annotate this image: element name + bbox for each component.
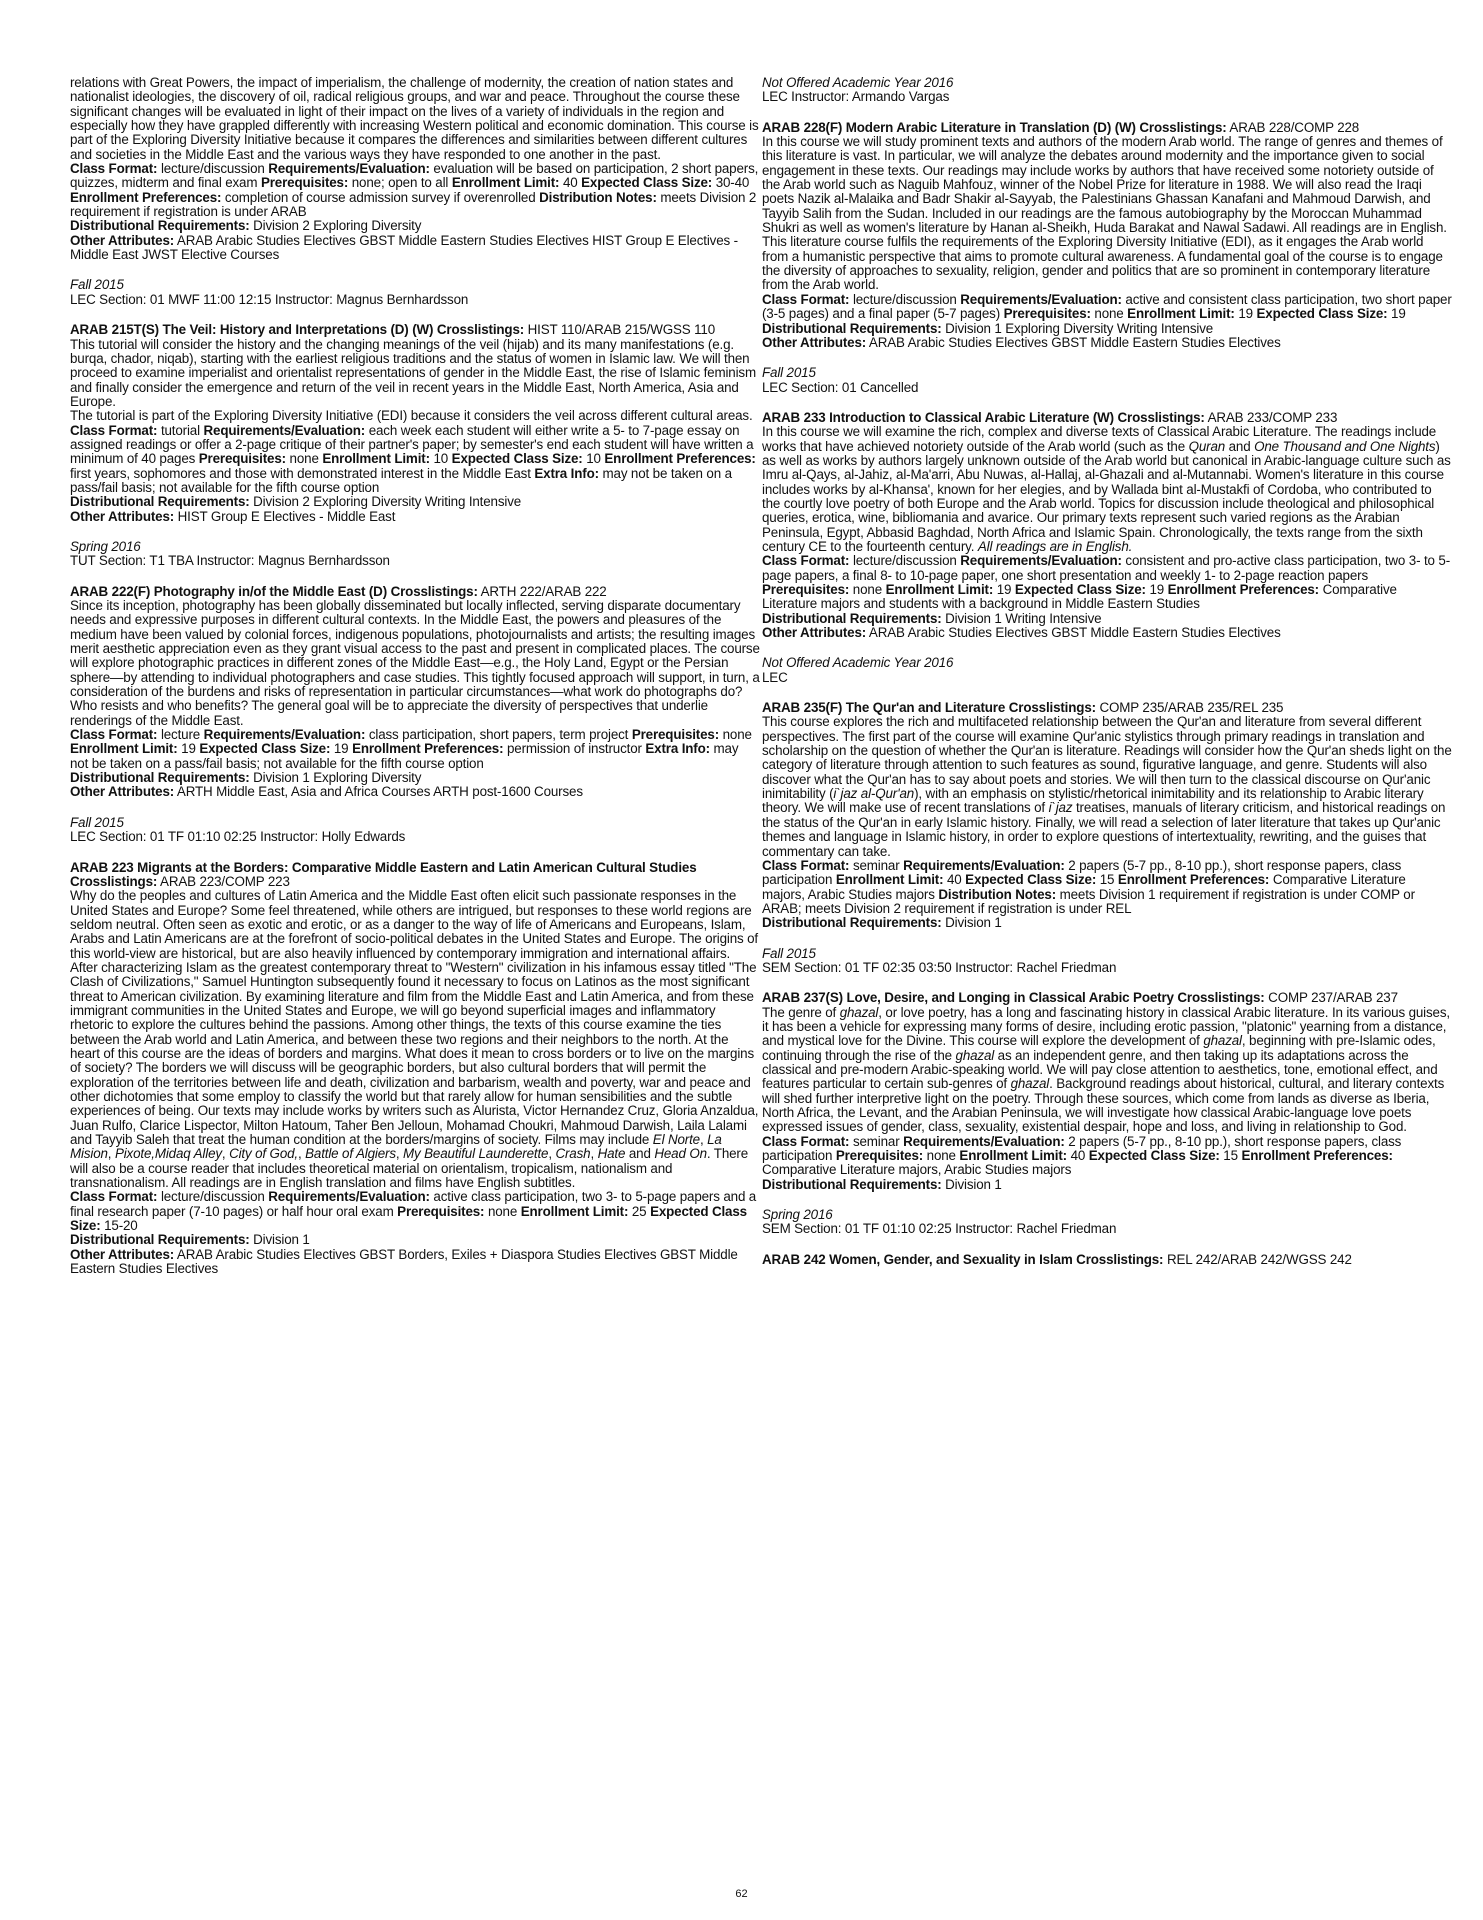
- course-entry-arab-233: [762, 411, 1452, 685]
- course-title: ARAB 233 Introduction to Classical Arabic Literature (W) Crosslistings:: [762, 409, 1205, 425]
- description-part: , or love poetry, has a long and fascinating history in classical Arabic literature. In its various guises, it has been a vehicle for expressing many forms of desire, including erotic passion, "platonic" yearning from a distance, and mystical love for the Divine. This course will explore the development of: [762, 1004, 1450, 1049]
- label-class-format: Class Format:: [70, 727, 158, 743]
- course-details: [70, 728, 760, 771]
- label-class-format: Class Format:: [70, 161, 158, 177]
- label-enrollment-limit: Enrollment Limit:: [451, 175, 560, 191]
- label-requirements: Requirements/Evaluation:: [960, 291, 1122, 307]
- other-attr: ARTH Middle East, Asia and Africa Courses ARTH post-1600 Courses: [176, 784, 583, 800]
- course-description: [762, 1006, 1452, 1135]
- distribution-requirements: [70, 495, 760, 509]
- label-requirements: Requirements/Evaluation:: [268, 1189, 430, 1205]
- label-requirements: Requirements/Evaluation:: [268, 161, 430, 177]
- other-attr: HIST Group E Electives - Middle East: [177, 508, 396, 524]
- course-entry-arab-215: [70, 323, 760, 569]
- label-enrollment-prefs: Enrollment Preferences:: [604, 451, 756, 467]
- course-heading: [762, 411, 1452, 425]
- label-dist-req: Distributional Requirements:: [762, 915, 942, 931]
- label-enrollment-prefs: Enrollment Preferences:: [1167, 582, 1319, 597]
- other-attr: ARAB Arabic Studies Electives GBST Middle Eastern Studies Electives: [868, 625, 1281, 641]
- film-title: Battle of Algiers: [305, 1146, 396, 1162]
- label-enrollment-prefs: Enrollment Preferences:: [1241, 1148, 1393, 1164]
- other-attr: ARAB Arabic Studies Electives GBST Middle Eastern Studies Electives HIST Group E Electives - Middle East JWST Elective Courses: [70, 232, 738, 263]
- term: Fall 2015: [70, 814, 124, 830]
- label-distribution-notes: Distribution Notes:: [539, 189, 657, 205]
- expected-size: 19: [1391, 306, 1406, 322]
- course-description: relations with Great Powers, the impact of imperialism, the challenge of modernity, the creation of nation states and nationalist ideologies, the discovery of oil, radical religious groups, and war and peace. Throughout the course these significant changes will be evaluated in light of their impact on the lives of a variety of individuals in the region and especially how they have grappled differently with increasing Western political and economic domination. This course is part of the Exploring Diversity Initiative because it compares the differences and similarities between different cultures and societies in the Middle East and the various ways they have responded to one another in the past.: [70, 75, 759, 162]
- enrollment-prefs: first years, sophomores and those with demonstrated interest in the Middle East: [70, 465, 531, 481]
- label-enrollment-limit: Enrollment Limit:: [1127, 306, 1235, 322]
- label-expected-size: Expected Class Size:: [70, 1203, 747, 1234]
- course-title: ARAB 222(F) Photography in/of the Middle East (D) Crosslistings:: [70, 583, 478, 599]
- label-requirements: Requirements/Evaluation:: [203, 727, 366, 743]
- term-italic: i`jaz: [1048, 800, 1073, 816]
- prerequisites: none: [926, 1148, 956, 1164]
- course-details: [70, 1190, 760, 1233]
- separator: ,: [107, 1146, 115, 1162]
- crosslistings: REL 242/ARAB 242/WGSS 242: [1166, 1251, 1352, 1267]
- label-expected-size: Expected Class Size:: [1014, 582, 1146, 597]
- course-heading: [70, 861, 760, 890]
- requirements: 2 papers (5-7 pp., 8-10 pp.), short response papers, class participation: [762, 857, 1402, 888]
- term-italic: ghazal: [839, 1004, 879, 1020]
- term: Not Offered Academic Year 2016: [762, 75, 954, 90]
- label-distribution-notes: Distribution Notes:: [938, 886, 1057, 902]
- other-attributes: [70, 510, 760, 524]
- course-title: ARAB 237(S) Love, Desire, and Longing in Classical Arabic Poetry Crosslistings:: [762, 990, 1265, 1006]
- class-format: lecture/discussion: [160, 1189, 265, 1205]
- label-extra-info: Extra Info:: [534, 465, 599, 481]
- prerequisites: none: [289, 451, 319, 467]
- prerequisites: none: [852, 582, 882, 597]
- description-part: treatises, manuals of literary criticism, and historical readings on the status of the Qur'an in early Islamic history. Finally, we will read a selection of later literature that takes up Qur'anic themes and language in Islamic history, in order to explore questions of intertextuality, rewriting, and the guises that commentary can take.: [762, 800, 1446, 859]
- label-enrollment-limit: Enrollment Limit:: [520, 1203, 629, 1219]
- separator: and: [625, 1146, 655, 1162]
- section-info: LEC Section: 01 MWF 11:00 12:15 Instructor: Magnus Bernhardsson: [70, 291, 469, 307]
- film-title: Head On: [654, 1146, 707, 1162]
- requirements: active class participation, two 3- to 5-page papers and a final research paper (7-10 pages) or half hour oral exam: [70, 1189, 757, 1219]
- label-other-attr: Other Attributes:: [70, 508, 175, 524]
- course-entry-arab-237: [762, 991, 1452, 1237]
- separator: and: [1225, 438, 1255, 454]
- crosslistings: COMP 235/ARAB 235/REL 235: [1099, 700, 1284, 716]
- requirements: each week each student will either write a 5- to 7-page essay on assigned readings or offer a 2-page critique of their partner's paper; by semester's end each student will have written a minimum of 40 pages: [70, 422, 754, 467]
- course-details: [70, 162, 760, 219]
- term: Spring 2016: [762, 1207, 833, 1223]
- course-entry-continued: [70, 76, 760, 307]
- expected-size: 19: [333, 741, 349, 757]
- course-title: ARAB 228(F) Modern Arabic Literature in Translation (D) (W) Crosslistings:: [762, 119, 1227, 135]
- course-heading: [70, 323, 760, 337]
- course-description: In this course we will study prominent texts and authors of the modern Arab world. The range of genres and themes of this literature is vast. In particular, we will analyze the debates around modernity and the importance given to social engagement in these texts. Our readings may include works by authors that have received some notoriety outside of the Arab world such as Naguib Mahfouz, winner of the Nobel Prize for literature in 1988. We will also read the Iraqi poets Nazik al-Malaika and Badr Shakir al-Sayyab, the Palestinians Ghassan Kanafani and Mahmoud Darwish, and Tayyib Salih from the Sudan. Included in our readings are the famous autobiography by the Moroccan Muhammad Shukri as well as women's literature by Hanan al-Sheikh, Huda Barakat and Nawal Sadawi. All readings are in English. This literature course fulfils the requirements of the Exploring Diversity Initiative (EDI), as it engages the Arab world from a humanistic perspective that aims to promote cultural awareness. A fundamental goal of the course is to engage the diversity of approaches to sexuality, religion, gender and politics that are so prominent in contemporary literature from the Arab world.: [762, 134, 1447, 293]
- class-format: lecture: [160, 727, 201, 743]
- section-info: LEC: [762, 669, 788, 685]
- label-dist-req: Distributional Requirements:: [70, 494, 250, 510]
- description-part: The genre of: [762, 1004, 840, 1020]
- label-prerequisites: Prerequisites:: [260, 175, 349, 191]
- film-title: City of God,: [229, 1146, 298, 1162]
- course-details: [762, 859, 1452, 916]
- section-info: SEM Section: 01 TF 02:35 03:50 Instructor: Rachel Friedman: [762, 959, 1117, 975]
- label-prerequisites: Prerequisites:: [631, 727, 720, 743]
- label-enrollment-limit: Enrollment Limit:: [885, 582, 994, 597]
- label-other-attr: Other Attributes:: [762, 625, 867, 641]
- label-prerequisites: Prerequisites:: [762, 582, 850, 597]
- course-entry-arab-222: [70, 585, 760, 845]
- requirements: 2 papers (5-7 pp., 8-10 pp.), short response papers, class participation: [762, 1133, 1402, 1164]
- dist-req: Division 1: [945, 1176, 1002, 1192]
- label-other-attr: Other Attributes:: [70, 1246, 175, 1262]
- separator: ,: [221, 1146, 230, 1162]
- dist-req: Division 2 Exploring Diversity Writing Intensive: [253, 494, 522, 510]
- prerequisites: none: [487, 1203, 518, 1219]
- term: Fall 2015: [762, 945, 816, 961]
- label-prerequisites: Prerequisites:: [835, 1148, 924, 1164]
- description-part: Why do the peoples and cultures of Latin America and the Middle East often elicit such passionate responses in the United States and Europe? Some feel threatened, while others are intrigued, but responses to these world regions are seldom neutral. Often seen as exotic and erotic, or as a danger to the way of life of Americans and Europeans, Islam, Arabs and Latin Americans are at the forefront of socio-political debates in the United States and Europe. The origins of this world-view are historical, but are also heavily influenced by contemporary immigration and international affairs. After characterizing Islam as the greatest contemporary threat to "Western" civilization in his infamous essay titled "The Clash of Civilizations," Samuel Huntington subsequently found it necessary to focus on Latinos as the most significant threat to American civilization. By examining literature and film from the Middle East and Latin America, and from these immigrant communities in the United States and Europe, we will go beyond superficial images and inflammatory rhetoric to explore the cultures behind the passions. Among other things, the texts of this course examine the ties between the Arab world and Latin America, and between these two regions and their neighbors to the north. At the heart of this course are the ideas of borders and margins. What does it mean to cross borders or to live on the margins of society? The borders we will discuss will be geographic borders, but also cultural borders that will permit the exploration of the territories between life and death, civilization and barbarism, wealth and poverty, war and peace and other dichotomies that some employ to classify the world but that rarely allow for human sensibilities and the subtle experiences of being. Our texts may include works by writers such as Alurista, Victor Hernandez Cruz, Gloria Anzaldua, Juan Rulfo, Clarice Lispector, Milton Hatoum, Taher Ben Jelloun, Mohamad Choukri, Mahmoud Darwish, Laila Lalami and Tayyib Saleh that treat the human condition at the borders/margins of society. Films may include: [70, 888, 759, 1148]
- enrollment-prefs: completion of course admission survey if overenrolled: [224, 189, 536, 205]
- label-class-format: Class Format:: [762, 1133, 850, 1149]
- term-italic: ghazal: [1010, 1076, 1050, 1092]
- distribution-requirements: [762, 322, 1452, 336]
- course-entry-arab-242: [762, 1253, 1452, 1267]
- film-title: La Mision: [70, 1132, 722, 1162]
- enrollment-limit: 40: [946, 872, 962, 888]
- distribution-requirements: [762, 916, 1452, 930]
- other-attributes: [70, 234, 760, 263]
- crosslistings: ARAB 233/COMP 233: [1207, 409, 1338, 425]
- course-entry-continued: [762, 76, 1452, 105]
- description-part: , beginning with pre-Islamic odes, continuing through the rise of the: [762, 1033, 1436, 1063]
- course-details: [762, 1135, 1452, 1178]
- label-expected-size: Expected Class Size:: [199, 741, 331, 757]
- label-requirements: Requirements/Evaluation:: [903, 1133, 1065, 1149]
- distribution-requirements: [70, 1233, 760, 1247]
- label-class-format: Class Format:: [762, 291, 850, 307]
- film-title: Hate: [597, 1146, 626, 1162]
- label-dist-req: Distributional Requirements:: [762, 1176, 942, 1192]
- enrollment-limit: 19: [181, 741, 196, 757]
- term: Fall 2015: [762, 365, 816, 381]
- separator: ,: [297, 1146, 306, 1162]
- class-format: seminar: [852, 857, 900, 873]
- enrollment-limit: 40: [562, 175, 578, 191]
- crosslistings: COMP 237/ARAB 237: [1268, 990, 1398, 1006]
- label-class-format: Class Format:: [762, 857, 850, 873]
- crosslistings: ARAB 228/COMP 228: [1229, 119, 1360, 135]
- label-other-attr: Other Attributes:: [70, 784, 175, 800]
- section-info: SEM Section: 01 TF 01:10 02:25 Instructor: Rachel Friedman: [762, 1221, 1117, 1237]
- label-dist-req: Distributional Requirements:: [70, 1232, 250, 1248]
- course-entry-arab-235: [762, 701, 1452, 975]
- label-expected-size: Expected Class Size:: [1256, 306, 1388, 322]
- section-info: LEC Section: 01 TF 01:10 02:25 Instructor: Holly Edwards: [70, 829, 406, 845]
- class-format: lecture/discussion: [852, 291, 957, 307]
- enrollment-limit: 19: [1238, 306, 1253, 322]
- label-class-format: Class Format:: [70, 422, 158, 438]
- enrollment-prefs: Comparative Literature majors, Arabic Studies majors: [762, 872, 1406, 902]
- label-prerequisites: Prerequisites:: [198, 451, 286, 467]
- label-expected-size: Expected Class Size:: [1088, 1148, 1220, 1164]
- requirements: class participation, short papers, term project: [368, 727, 629, 743]
- prerequisites: none; open to all: [351, 175, 449, 191]
- work-title: One Thousand and One Nights: [1254, 438, 1436, 454]
- label-requirements: Requirements/Evaluation:: [903, 857, 1065, 873]
- course-heading: [70, 585, 760, 599]
- other-attributes: [70, 785, 760, 799]
- label-prerequisites: Prerequisites:: [1003, 306, 1091, 322]
- requirements: active and consistent class participation, two short paper (3-5 pages) and a final paper (5-7 pages): [762, 291, 1452, 322]
- label-dist-req: Distributional Requirements:: [70, 218, 250, 234]
- course-entry-arab-223: [70, 861, 760, 1277]
- label-class-format: Class Format:: [70, 1189, 158, 1205]
- work-title: Quran: [1188, 438, 1226, 454]
- requirements: evaluation will be based on participation, 2 short papers, quizzes, midterm and final exam: [70, 161, 759, 191]
- label-dist-req: Distributional Requirements:: [762, 320, 942, 336]
- term-italic: i`jaz al-Qur'an: [833, 786, 915, 802]
- label-class-format: Class Format:: [762, 553, 850, 569]
- enrollment-limit: 10: [433, 451, 449, 467]
- film-title: Pixote,Midaq Alley: [114, 1146, 222, 1162]
- course-title: ARAB 242 Women, Gender, and Sexuality in Islam Crosslistings:: [762, 1251, 1164, 1267]
- separator: ,: [699, 1132, 708, 1148]
- course-description: [70, 889, 760, 1190]
- crosslistings: ARAB 223/COMP 223: [160, 873, 290, 889]
- label-requirements: Requirements/Evaluation:: [960, 553, 1122, 569]
- course-description: Since its inception, photography has been globally disseminated but locally inflected, serving disparate documentary needs and expressive purposes in different cultural contexts. In the Middle East, the powers and pleasures of the medium have been valued by colonial forces, indigenous populations, photojournalists and artists; the resulting images merit aesthetic appreciation even as they grant visual access to the past and present in complicated places. The course will explore photographic practices in different zones of the Middle East—e.g., the Holy Land, Egypt or the Persian sphere—by attending to individual photographers and case studies. This tightly focused approach will support, in turn, a consideration of the burdens and risks of representation in particular circumstances—what work do photographs do? Who resists and who benefits? The general goal will be to appreciate the diversity of perspectives that underlie renderings of the Middle East.: [70, 598, 760, 728]
- crosslistings: HIST 110/ARAB 215/WGSS 110: [527, 322, 716, 338]
- term: Spring 2016: [70, 538, 141, 554]
- label-enrollment-prefs: Enrollment Preferences:: [70, 189, 222, 205]
- label-dist-req: Distributional Requirements:: [70, 770, 250, 786]
- label-enrollment-limit: Enrollment Limit:: [70, 741, 178, 757]
- course-entry-arab-228: [762, 121, 1452, 395]
- label-expected-size: Expected Class Size:: [581, 175, 713, 191]
- label-prerequisites: Prerequisites:: [397, 1203, 485, 1219]
- other-attr: ARAB Arabic Studies Electives GBST Middle Eastern Studies Electives: [868, 334, 1281, 350]
- page-number: 62: [735, 1888, 748, 1900]
- course-title: ARAB 235(F) The Qur'an and Literature Crosslistings:: [762, 700, 1096, 716]
- class-format: tutorial: [160, 422, 200, 438]
- class-format: seminar: [852, 1133, 900, 1149]
- enrollment-limit: 25: [631, 1203, 647, 1219]
- course-details: [762, 293, 1452, 322]
- label-expected-size: Expected Class Size:: [965, 872, 1097, 888]
- expected-size: 30-40: [715, 175, 750, 191]
- separator: ,: [590, 1146, 598, 1162]
- enrollment-prefs: Comparative Literature majors, Arabic Studies majors: [762, 1162, 1072, 1178]
- description-part: In this course we will examine the rich, complex and diverse texts of Classical Arabic Literature. The readings include works that have achieved notoriety outside of the Arab world (such as the: [762, 424, 1437, 454]
- film-title: My Beautiful Launderette: [403, 1146, 549, 1162]
- label-extra-info: Extra Info:: [645, 741, 710, 757]
- right-column: [762, 76, 1452, 1267]
- course-description: This tutorial will consider the history and the changing meanings of the veil (hijab) and its many manifestations (e.g. burqa, chador, niqab), starting with the earliest religious traditions and the status of women in Islamic law. We will then proceed to examine imperialist and orientalist representations of gender in the Middle East, the rise of Islamic feminism and finally consider the emergence and return of the veil in recent years in the Middle East, North America, Asia and Europe.: [70, 336, 756, 409]
- course-heading: [762, 121, 1452, 135]
- label-enrollment-limit: Enrollment Limit:: [835, 872, 944, 888]
- dist-req: Division 1 Exploring Diversity: [253, 770, 422, 786]
- course-details: [70, 424, 760, 496]
- course-title: ARAB 215T(S) The Veil: History and Interpretations (D) (W) Crosslistings:: [70, 322, 525, 338]
- label-expected-size: Expected Class Size:: [451, 451, 583, 467]
- label-requirements: Requirements/Evaluation:: [203, 422, 366, 438]
- expected-size: 15: [1099, 872, 1115, 888]
- expected-size: 19: [1149, 582, 1165, 597]
- course-heading: [762, 991, 1452, 1005]
- label-dist-req: Distributional Requirements:: [762, 610, 942, 626]
- distribution-requirements: [70, 771, 760, 785]
- distribution-requirements: [762, 1178, 1452, 1192]
- course-description: [762, 715, 1452, 858]
- left-column: [70, 76, 760, 1276]
- section-info: LEC Section: 01 Cancelled: [762, 379, 919, 395]
- extra-info: may not be taken on a pass/fail basis; not available for the fifth course option: [70, 465, 732, 495]
- course-title: ARAB 223 Migrants at the Borders: Comparative Middle Eastern and Latin American Cultural Studies Crosslistings:: [70, 859, 697, 889]
- expected-size: 10: [586, 451, 601, 467]
- label-enrollment-limit: Enrollment Limit:: [959, 1148, 1067, 1164]
- course-heading: [762, 1253, 1452, 1267]
- label-other-attr: Other Attributes:: [70, 232, 175, 248]
- distribution-requirements: [70, 219, 760, 233]
- distribution-requirements: [762, 612, 1452, 626]
- term-italic: ghazal: [1203, 1033, 1242, 1049]
- readings-note: All readings are in English.: [977, 538, 1133, 554]
- description-part: ), with an emphasis on stylistic/rhetorical inimitability and its relationship to Arabic literary theory. We will make use of recent translations of: [762, 786, 1424, 816]
- enrollment-prefs: permission of instructor: [506, 741, 642, 757]
- other-attributes: [762, 336, 1452, 350]
- crosslistings: ARTH 222/ARAB 222: [480, 583, 607, 599]
- term: Not Offered Academic Year 2016: [762, 655, 954, 671]
- dist-req: Division 1: [945, 915, 1002, 931]
- description-part: ) as well as works by authors largely unknown outside of the Arab world but canonical in Arabic-language culture such as Imru al-Qays, al-Jahiz, al-Ma'arri, Abu Nuwas, al-Hallaj, al-Ghazali and al-Mutannabi. Women's literature in this course includes works by al-Khansa', known for her elegies, and by Wallada bint al-Mustakfi of Cordoba, who contributed to the courtly love poetry of both Europe and the Arab world. Topics for discussion include theological and philosophical queries, erotica, wine, bibliomania and avarice. Our primary texts represent such varied regions as the Arabian Peninsula, Egypt, Abbasid Baghdad, North Africa and Islamic Spain. Chronologically, the texts range from the sixth century CE to the fourteenth century.: [762, 438, 1451, 554]
- description-part: . There will also be a course reader that includes theoretical material on orientalism, tropicalism, nationalism and transnationalism. All readings are in English translation and films have English subtitles.: [70, 1146, 749, 1191]
- course-heading: [762, 701, 1452, 715]
- prerequisites: none: [1094, 306, 1124, 322]
- label-enrollment-prefs: Enrollment Preferences:: [1117, 872, 1270, 888]
- expected-size: 15: [1223, 1148, 1238, 1164]
- class-format: lecture/discussion: [160, 161, 265, 177]
- enrollment-limit: 40: [1070, 1148, 1086, 1164]
- expected-size: 15-20: [104, 1218, 138, 1234]
- description-part: This course explores the rich and multifaceted relationship between the Qur'an and literature from several different perspectives. The first part of the course will examine Qur'anic stylistics through primary readings in translation and scholarship on the question of whether the Qur'an is literature. Readings will consider how the Qur'an sheds light on the category of literature through attention to such features as sound, figurative language, and genre. Students will also discover what the Qur'an has to say about poets and stories. We will then turn to the classical discourse on Qur'anic inimitability (: [762, 714, 1452, 802]
- class-format: lecture/discussion: [852, 553, 957, 569]
- term: Fall 2015: [70, 277, 124, 293]
- separator: ,: [548, 1146, 556, 1162]
- other-attributes: [70, 1248, 760, 1277]
- dist-req: Division 1 Exploring Diversity Writing Intensive: [945, 320, 1214, 336]
- label-other-attr: Other Attributes:: [762, 334, 867, 350]
- description-part: . Background readings about historical, cultural, and literary contexts will shed further interpretive light on the poetry. Through these sources, which come from lands as diverse as Iberia, North Africa, the Levant, and the Arabian Peninsula, we will investigate how classical Arabic-language love poets expressed issues of gender, class, sexuality, existential despair, hope and loss, and living in relationship to God.: [762, 1076, 1445, 1135]
- requirements: consistent and pro-active class participation, two 3- to 5-page papers, a final 8- to 10-page paper, one short presentation and weekly 1- to 2-page reaction papers: [762, 553, 1451, 583]
- section-info: LEC Instructor: Armando Vargas: [762, 89, 950, 105]
- distribution-notes: meets Division 1 requirement if registration is under COMP or ARAB; meets Division 2 requirement if registration is under REL: [762, 886, 1415, 916]
- prerequisites: none: [722, 727, 752, 743]
- dist-req: Division 2 Exploring Diversity: [253, 218, 422, 234]
- film-title: El Norte: [652, 1132, 700, 1148]
- course-details: [762, 554, 1452, 611]
- enrollment-prefs: Comparative Literature majors and students with a background in Middle Eastern Studies: [762, 582, 1397, 612]
- dist-req: Division 1 Writing Intensive: [945, 610, 1102, 626]
- course-description-2: The tutorial is part of the Exploring Diversity Initiative (EDI) because it considers the veil across different cultural areas.: [70, 408, 753, 424]
- other-attributes: [762, 626, 1452, 640]
- dist-req: Division 1: [253, 1232, 310, 1248]
- extra-info: may not be taken on a pass/fail basis; not available for the fifth course option: [70, 741, 739, 771]
- term-italic: ghazal: [955, 1047, 995, 1063]
- section-info: TUT Section: T1 TBA Instructor: Magnus Bernhardsson: [70, 553, 390, 569]
- label-enrollment-prefs: Enrollment Preferences:: [352, 741, 504, 757]
- other-attr: ARAB Arabic Studies Electives GBST Borders, Exiles + Diaspora Studies Electives GBST Middle Eastern Studies Electives: [70, 1246, 738, 1277]
- course-description: [762, 425, 1452, 554]
- film-title: Crash: [555, 1146, 591, 1162]
- separator: ,: [395, 1146, 404, 1162]
- distribution-notes: meets Division 2 requirement if registration is under ARAB: [70, 189, 757, 220]
- label-enrollment-limit: Enrollment Limit:: [322, 451, 430, 467]
- description-part: as an independent genre, and then taking up its adaptations across the classical and pre-modern Arabic-speaking world. We will pay close attention to aesthetics, tone, emotional effect, and features particular to certain sub-genres of: [762, 1047, 1438, 1092]
- enrollment-limit: 19: [996, 582, 1012, 597]
